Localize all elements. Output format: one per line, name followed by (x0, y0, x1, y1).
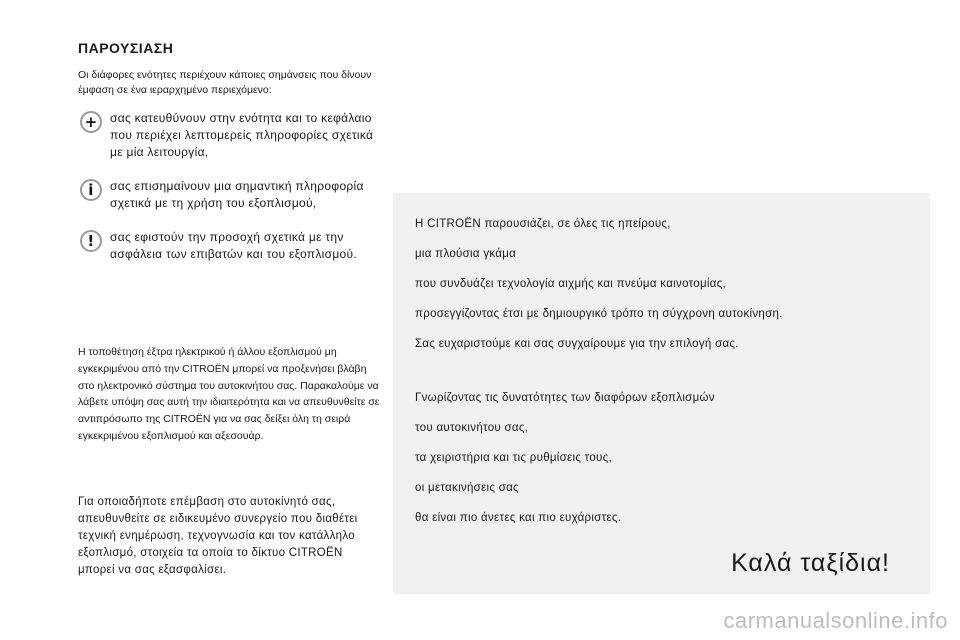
legend-item-plus (78, 110, 388, 161)
legend-text-warning: σας εφιστούν την προσοχή σχετικά με την ασφάλεια των επιβατών και του εξοπλισμού. (110, 230, 358, 261)
info-icon: i (80, 179, 102, 201)
welcome-line: Η CITROËN παρουσιάζει, σε όλες τις ηπείρους, (415, 218, 671, 230)
equipment-line: θα είναι πιο άνετες και πιο ευχάριστες. (415, 512, 622, 524)
plus-icon: + (80, 111, 102, 133)
panel-text (415, 209, 783, 533)
welcome-line: μια πλούσια γκάμα (415, 248, 517, 260)
welcome-panel (393, 193, 930, 594)
service-paragraph: Για οποιαδήποτε επέμβαση στο αυτοκίνητό σας, απευθυνθείτε σε ειδικευμένο συνεργείο που διαθέτει τεχνική ενημέρωση, τεχνογνωσία και τον κατάλληλο εξοπλισμό, στοιχεία τα οποία το δίκτυο CITROËN μπορεί να σας εξασφαλίσει. (78, 496, 358, 576)
equipment-line: Γνωρίζοντας τις δυνατότητες των διαφόρων εξοπλισμών (415, 392, 715, 404)
legend-text-plus: σας κατευθύνουν στην ενότητα και το κεφάλαιο που περιέχει λεπτομερείς πληροφορίες σχετικά με μία λειτουργία, (110, 111, 374, 159)
welcome-line: που συνδυάζει τεχνολογία αιχμής και πνεύμα καινοτομίας, (415, 278, 727, 290)
legend-text-info: σας επισημαίνουν μια σημαντική πληροφορία σχετικά με τη χρήση του εξοπλισμού, (110, 179, 364, 210)
equipment-line: τα χειριστήρια και τις ρυθμίσεις τους, (415, 452, 612, 464)
watermark: carmanualsonline.info (723, 608, 948, 633)
page-title: ΠΑΡΟΥΣΙΑΣΗ (78, 40, 174, 56)
welcome-line: προσεγγίζοντας έτσι με δημιουργικό τρόπο τη σύγχρονη αυτοκίνηση. (415, 308, 783, 320)
equipment-line: οι μετακινήσεις σας (415, 482, 519, 494)
welcome-line: Σας ευχαριστούμε και σας συγχαίρουμε για την επιλογή σας. (415, 338, 739, 350)
left-column (78, 40, 388, 280)
warning-icon: ! (80, 230, 102, 252)
equipment-line: του αυτοκινήτου σας, (415, 422, 529, 434)
intro-text: Οι διάφορες ενότητες περιέχουν κάποιες σημάνσεις που δίνουν έμφαση σε ένα ιεραρχημένο περιεχόμενο: (78, 69, 372, 96)
equipment-warning-paragraph: Η τοποθέτηση έξτρα ηλεκτρικού ή άλλου εξοπλισμού μη εγκεκριμένου από την CITROËN μπορεί να προξενήσει βλάβη στο ηλεκτρονικό σύστημα του αυτοκινήτου σας. Παρακαλούμε να λάβετε υπόψη σας αυτή την ιδιαιτερότητα και να απευθυνθείτε σε αντιπρόσωπο της CITROËN για να σας δείξει όλη τη σειρά εγκεκριμένου εξοπλισμού και αξεσουάρ. (78, 346, 380, 442)
legend-item-info (78, 178, 388, 212)
closing-greeting: Καλά ταξίδια! (731, 549, 890, 577)
legend-item-warning (78, 229, 388, 263)
